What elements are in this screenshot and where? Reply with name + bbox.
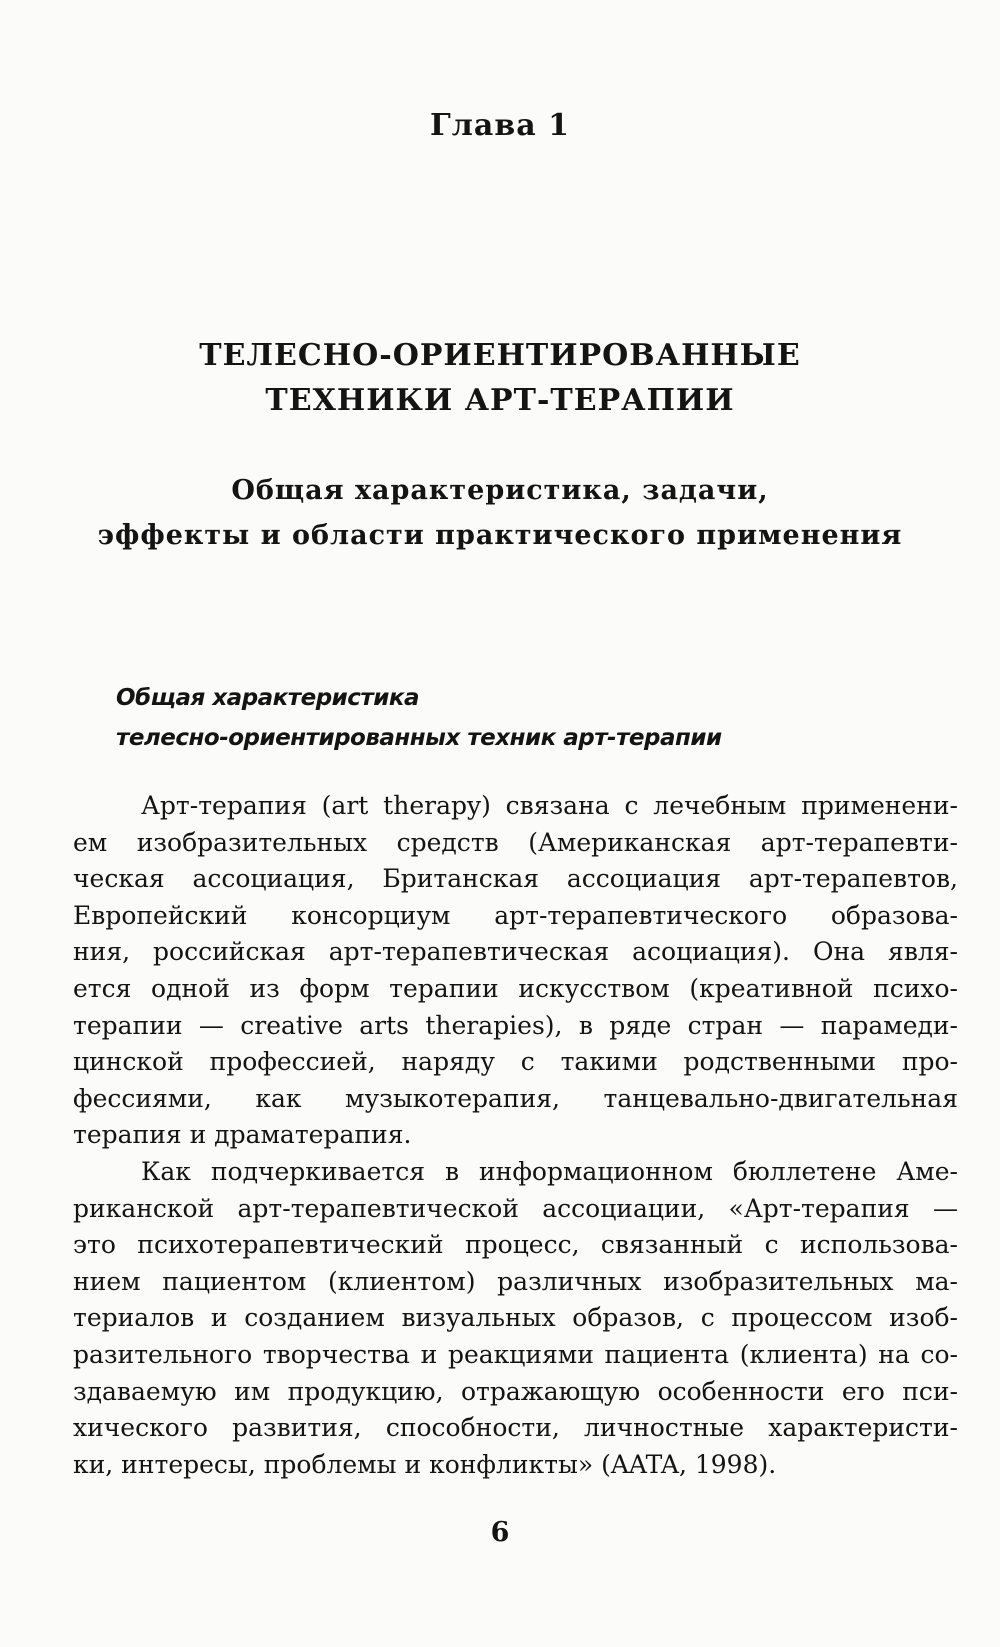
subsection-heading [116,678,956,758]
chapter-title [0,333,1000,423]
section-title-line: Общая характеристика, задачи, [231,475,769,506]
body-text [73,788,958,1483]
text-line: ческая ассоциация, Британская ассоциация арт-терапевтов, [73,864,958,894]
paragraph [73,788,958,1154]
text-line: терапии — creative arts therapies), в ряде стран — парамеди- [73,1010,958,1040]
text-line: ки, интересы, проблемы и конфликты» (AATA, 1998). [73,1449,777,1479]
text-line: териалов и созданием визуальных образов, с процессом изоб- [73,1303,958,1333]
text-line: Как подчеркивается в информационном бюллетене Аме- [141,1156,958,1186]
text-line: Европейский консорциум арт-терапевтического образова- [73,900,958,930]
text-line: ется одной из форм терапии искусством (креативной психо- [73,973,958,1003]
section-title [0,468,1000,558]
page-number: 6 [490,1517,510,1548]
text-line: фессиями, как музыкотерапия, танцевально-двигательная [73,1083,958,1113]
text-line: здаваемую им продукцию, отражающую особенности его пси- [73,1376,958,1406]
text-line: терапия и драматерапия. [73,1120,412,1150]
chapter-title-line: ТЕЛЕСНО-ОРИЕНТИРОВАННЫЕ [199,338,801,373]
subsection-heading-line: Общая характеристика [116,685,420,711]
text-line: ем изобразительных средств (Американская арт-терапевти- [73,827,958,857]
text-line: риканской арт-терапевтической ассоциации, «Арт-терапия — [73,1193,958,1223]
section-title-line: эффекты и области практического применения [97,520,903,551]
text-line: цинской профессией, наряду с такими родственными про- [73,1047,958,1077]
text-line: Арт-терапия (art therapy) связана с лечебным применени- [141,791,958,820]
subsection-heading-line: телесно-ориентированных техник арт-терапии [116,725,722,751]
text-line: нием пациентом (клиентом) различных изобразительных ма- [73,1266,958,1296]
text-line: ния, российская арт-терапевтическая асоциация). Она явля- [73,937,958,967]
text-line: хического развития, способности, личностные характеристи- [73,1413,958,1443]
chapter-label: Глава 1 [430,108,570,143]
paragraph [73,1154,958,1483]
text-line: разительного творчества и реакциями пациента (клиента) на со- [73,1339,958,1369]
text-line: это психотерапевтический процесс, связанный с использова- [73,1230,958,1260]
chapter-title-line: ТЕХНИКИ АРТ-ТЕРАПИИ [265,383,735,418]
